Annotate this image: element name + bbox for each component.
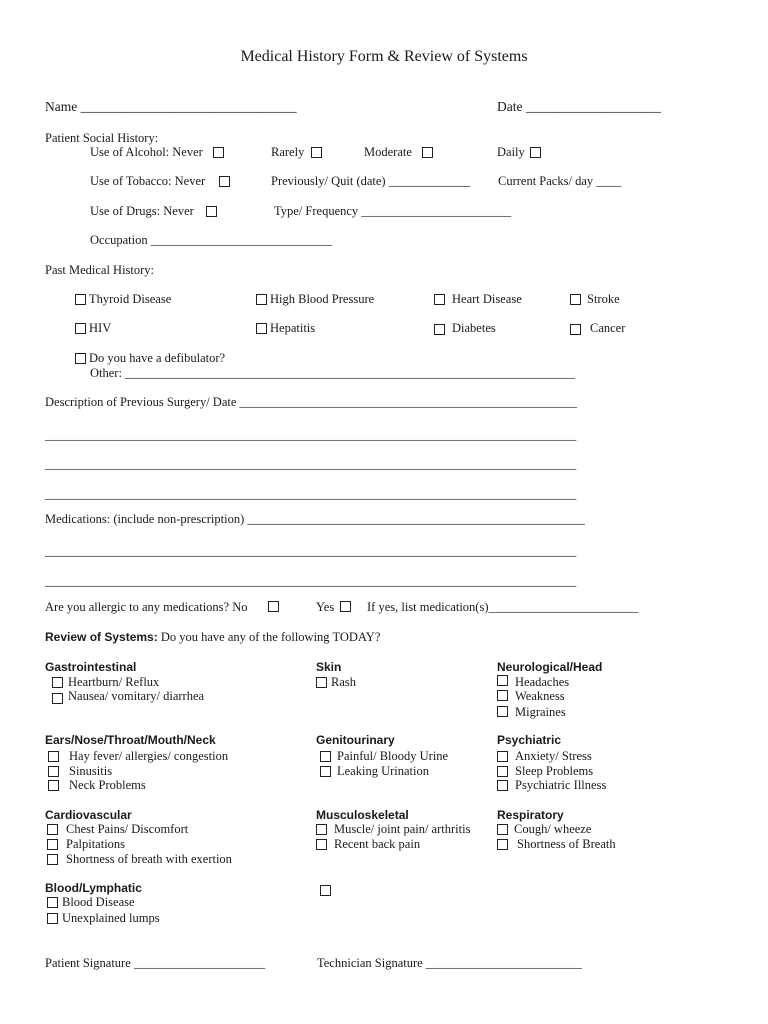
drugs-label: Use of Drugs: Never: [90, 204, 194, 218]
diabetes-label: Diabetes: [452, 321, 496, 335]
sleep-checkbox[interactable]: [497, 766, 508, 777]
thyroid-checkbox[interactable]: [75, 294, 86, 305]
ros-heading-bold: Review of Systems:: [45, 630, 158, 644]
neuro-title: Neurological/Head: [497, 660, 603, 674]
sob-exertion-label: Shortness of breath with exertion: [66, 852, 232, 866]
chest-pains-label: Chest Pains/ Discomfort: [66, 822, 189, 836]
medications-field[interactable]: Medications: (include non-prescription) ______________________________________________________: [45, 512, 585, 526]
defibrillator-label: Do you have a defibulator?: [89, 351, 226, 365]
rash-label: Rash: [331, 675, 356, 689]
medications-line-2[interactable]: _____________________________________________________________________________________: [45, 574, 577, 588]
hbp-label: High Blood Pressure: [270, 292, 375, 306]
back-pain-label: Recent back pain: [334, 837, 421, 851]
lumps-checkbox[interactable]: [47, 913, 58, 924]
alcohol-daily-label: Daily: [497, 145, 525, 159]
allergy-yes-checkbox[interactable]: [340, 601, 351, 612]
drugs-never-checkbox[interactable]: [206, 206, 217, 217]
leaking-label: Leaking Urination: [337, 764, 429, 778]
stroke-checkbox[interactable]: [570, 294, 581, 305]
technician-signature-field[interactable]: Technician Signature _________________________: [317, 956, 583, 970]
psych-illness-checkbox[interactable]: [497, 780, 508, 791]
hepatitis-label: Hepatitis: [270, 321, 316, 335]
hay-fever-label: Hay fever/ allergies/ congestion: [69, 749, 229, 763]
thyroid-label: Thyroid Disease: [89, 292, 172, 306]
headaches-checkbox[interactable]: [497, 675, 508, 686]
heartburn-checkbox[interactable]: [52, 677, 63, 688]
alcohol-rarely-label: Rarely: [271, 145, 305, 159]
ros-heading-text: Do you have any of the following TODAY?: [160, 630, 381, 644]
painful-urine-checkbox[interactable]: [320, 751, 331, 762]
painful-urine-label: Painful/ Bloody Urine: [337, 749, 449, 763]
sob-label: Shortness of Breath: [517, 837, 616, 851]
pmh-heading: Past Medical History:: [45, 263, 155, 277]
psych-title: Psychiatric: [497, 733, 562, 747]
migraines-label: Migraines: [515, 705, 566, 719]
nausea-label: Nausea/ vomitary/ diarrhea: [68, 689, 205, 703]
tobacco-previously-field[interactable]: Previously/ Quit (date) _____________: [271, 174, 470, 188]
weakness-label: Weakness: [515, 689, 565, 703]
neck-label: Neck Problems: [69, 778, 146, 792]
tobacco-never-checkbox[interactable]: [219, 176, 230, 187]
migraines-checkbox[interactable]: [497, 706, 508, 717]
stroke-label: Stroke: [587, 292, 620, 306]
genito-title: Genitourinary: [316, 733, 395, 747]
anxiety-label: Anxiety/ Stress: [515, 749, 592, 763]
hbp-checkbox[interactable]: [256, 294, 267, 305]
hiv-label: HIV: [89, 321, 112, 335]
cancer-checkbox[interactable]: [570, 324, 581, 335]
alcohol-never-checkbox[interactable]: [213, 147, 224, 158]
headaches-label: Headaches: [515, 675, 570, 689]
cancer-label: Cancer: [590, 321, 626, 335]
ros-heading: [45, 630, 380, 645]
alcohol-moderate-checkbox[interactable]: [422, 147, 433, 158]
ent-title: Ears/Nose/Throat/Mouth/Neck: [45, 733, 216, 747]
sinusitis-label: Sinusitis: [69, 764, 113, 778]
drugs-type-field[interactable]: Type/ Frequency ________________________: [274, 204, 512, 218]
date-field[interactable]: Date ____________________: [497, 99, 661, 114]
tobacco-label: Use of Tobacco: Never: [90, 174, 206, 188]
surgery-field[interactable]: Description of Previous Surgery/ Date ______________________________________________________: [45, 395, 578, 409]
allergy-list-field[interactable]: If yes, list medication(s)________________________: [367, 600, 639, 614]
patient-signature-field[interactable]: Patient Signature _____________________: [45, 956, 266, 970]
alcohol-daily-checkbox[interactable]: [530, 147, 541, 158]
occupation-field[interactable]: Occupation _____________________________: [90, 233, 332, 247]
blood-disease-checkbox[interactable]: [47, 897, 58, 908]
diabetes-checkbox[interactable]: [434, 324, 445, 335]
extra-checkbox[interactable]: [320, 885, 331, 896]
cough-checkbox[interactable]: [497, 824, 508, 835]
page-title: Medical History Form & Review of Systems: [240, 48, 528, 65]
hepatitis-checkbox[interactable]: [256, 323, 267, 334]
surgery-line-3[interactable]: _____________________________________________________________________________________: [45, 487, 577, 501]
sleep-label: Sleep Problems: [515, 764, 594, 778]
other-field[interactable]: Other: ________________________________________________________________________: [90, 366, 576, 380]
sinusitis-checkbox[interactable]: [48, 766, 59, 777]
rash-checkbox[interactable]: [316, 677, 327, 688]
lumps-label: Unexplained lumps: [62, 911, 160, 925]
blood-disease-label: Blood Disease: [62, 895, 135, 909]
chest-pains-checkbox[interactable]: [47, 824, 58, 835]
musculo-title: Musculoskeletal: [316, 808, 409, 822]
allergy-question: Are you allergic to any medications? No: [45, 600, 248, 614]
tobacco-current-field[interactable]: Current Packs/ day ____: [498, 174, 622, 188]
social-history-heading: Patient Social History:: [45, 131, 159, 145]
back-pain-checkbox[interactable]: [316, 839, 327, 850]
sob-exertion-checkbox[interactable]: [47, 854, 58, 865]
gastro-title: Gastrointestinal: [45, 660, 137, 674]
cough-label: Cough/ wheeze: [514, 822, 592, 836]
surgery-line-1[interactable]: _____________________________________________________________________________________: [45, 428, 577, 442]
hay-fever-checkbox[interactable]: [48, 751, 59, 762]
cardio-title: Cardiovascular: [45, 808, 132, 822]
alcohol-rarely-checkbox[interactable]: [311, 147, 322, 158]
leaking-checkbox[interactable]: [320, 766, 331, 777]
sob-checkbox[interactable]: [497, 839, 508, 850]
psych-illness-label: Psychiatric Illness: [515, 778, 607, 792]
nausea-checkbox[interactable]: [52, 693, 63, 704]
alcohol-label: Use of Alcohol: Never: [90, 145, 203, 159]
hiv-checkbox[interactable]: [75, 323, 86, 334]
allergy-no-checkbox[interactable]: [268, 601, 279, 612]
skin-title: Skin: [316, 660, 342, 674]
defibrillator-checkbox[interactable]: [75, 353, 86, 364]
neck-checkbox[interactable]: [48, 780, 59, 791]
heart-disease-label: Heart Disease: [452, 292, 522, 306]
blood-title: Blood/Lymphatic: [45, 881, 142, 895]
heart-disease-checkbox[interactable]: [434, 294, 445, 305]
medications-line-1[interactable]: _____________________________________________________________________________________: [45, 544, 577, 558]
anxiety-checkbox[interactable]: [497, 751, 508, 762]
surgery-line-2[interactable]: _____________________________________________________________________________________: [45, 457, 577, 471]
resp-title: Respiratory: [497, 808, 564, 822]
weakness-checkbox[interactable]: [497, 690, 508, 701]
palpitations-checkbox[interactable]: [47, 839, 58, 850]
heartburn-label: Heartburn/ Reflux: [68, 675, 160, 689]
muscle-pain-checkbox[interactable]: [316, 824, 327, 835]
palpitations-label: Palpitations: [66, 837, 126, 851]
alcohol-moderate-label: Moderate: [364, 145, 412, 159]
name-field[interactable]: Name ________________________________: [45, 99, 297, 114]
allergy-yes-label: Yes: [316, 600, 335, 614]
muscle-pain-label: Muscle/ joint pain/ arthritis: [334, 822, 471, 836]
